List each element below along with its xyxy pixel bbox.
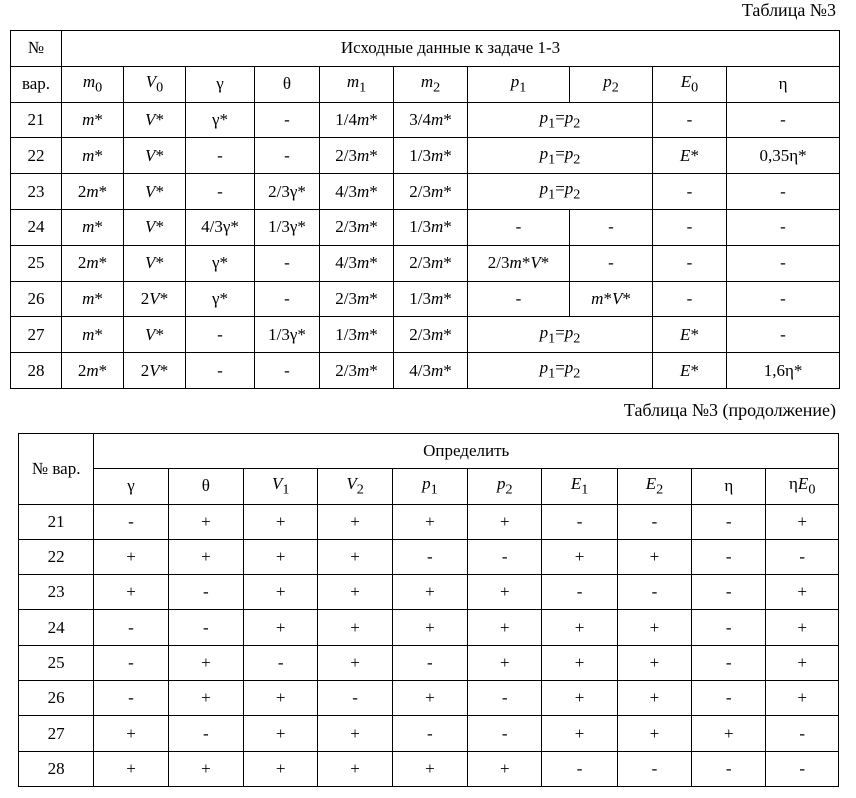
plus-mark: + (766, 645, 839, 680)
table1-col-header (468, 66, 570, 102)
minus-mark: - (692, 504, 766, 539)
plus-mark: + (318, 504, 392, 539)
plus-mark: + (468, 504, 542, 539)
cell-theta: 1/3γ* (255, 209, 320, 245)
cell-m2: 2/3m* (394, 245, 468, 281)
cell-gamma: - (186, 317, 255, 353)
table1-col-header-symbol: p (510, 72, 520, 91)
variant-number: 27 (19, 716, 94, 751)
minus-mark: - (392, 539, 467, 574)
minus-mark: - (468, 681, 542, 716)
cell-v0: 2V* (124, 281, 186, 317)
cell-eta: - (727, 174, 840, 210)
variant-number: 22 (11, 138, 62, 174)
table2-col-header (318, 469, 392, 504)
plus-mark: + (468, 751, 542, 786)
minus-mark: - (692, 645, 766, 680)
table1-col-header-subscript: 2 (611, 79, 619, 96)
cell-v0: V* (124, 209, 186, 245)
minus-mark: - (617, 575, 691, 610)
table1-col-header-symbol: m (82, 72, 96, 91)
cell-eta: - (727, 317, 840, 353)
cell-theta: - (255, 245, 320, 281)
cell-e0: - (653, 245, 727, 281)
cell-theta: - (255, 138, 320, 174)
minus-mark: - (542, 575, 617, 610)
table2-col-header (94, 469, 168, 504)
plus-mark: + (542, 645, 617, 680)
cell-e0: - (653, 281, 727, 317)
cell-m2: 3/4m* (394, 102, 468, 138)
plus-mark: + (318, 539, 392, 574)
plus-mark: + (168, 504, 243, 539)
cell-p2: - (570, 245, 653, 281)
cell-m2: 1/3m* (394, 209, 468, 245)
table1-col-header-subscript: 2 (433, 79, 441, 96)
plus-mark: + (318, 716, 392, 751)
table-row (19, 575, 839, 610)
plus-mark: + (94, 539, 168, 574)
table2-col-header-symbol: θ (201, 476, 210, 496)
cell-m1: 2/3m* (320, 209, 394, 245)
plus-mark: + (168, 645, 243, 680)
cell-m0: 2m* (62, 174, 124, 210)
table2-col-header-subscript: 1 (430, 481, 438, 498)
variant-number: 24 (11, 209, 62, 245)
plus-mark: + (542, 539, 617, 574)
plus-mark: + (392, 504, 467, 539)
table1-col-header-subscript: 1 (519, 79, 527, 96)
table-row (19, 610, 839, 645)
minus-mark: - (94, 681, 168, 716)
minus-mark: - (617, 504, 691, 539)
cell-gamma: γ* (186, 281, 255, 317)
cell-theta: 1/3γ* (255, 317, 320, 353)
table1-col-header (653, 66, 727, 102)
cell-v0: V* (124, 102, 186, 138)
table1-col-header (570, 66, 653, 102)
cell-p1-p2: $p_1=p_2$ (468, 138, 653, 174)
table-row (11, 102, 840, 138)
cell-m0: m* (62, 281, 124, 317)
table2-col-header (392, 469, 467, 504)
variant-number-header: № (11, 31, 62, 67)
table1-col-header (186, 66, 255, 102)
cell-m2: 1/3m* (394, 281, 468, 317)
variant-number: 21 (19, 504, 94, 539)
table-row (19, 751, 839, 786)
cell-p1-p2: $p_1=p_2$ (468, 102, 653, 138)
table1-col-header (255, 66, 320, 102)
cell-p1: - (468, 209, 570, 245)
table2-col-header-symbol: E (645, 474, 657, 494)
plus-mark: + (766, 681, 839, 716)
table1-col-header-symbol: m (346, 72, 360, 91)
table-row (11, 281, 840, 317)
minus-mark: - (94, 610, 168, 645)
plus-mark: + (692, 716, 766, 751)
plus-mark: + (392, 751, 467, 786)
cell-eta: - (727, 281, 840, 317)
cell-eta: - (727, 209, 840, 245)
cell-m0: m* (62, 138, 124, 174)
table-row (11, 317, 840, 353)
cell-theta: - (255, 281, 320, 317)
cell-e0: - (653, 209, 727, 245)
plus-mark: + (468, 610, 542, 645)
plus-mark: + (244, 575, 318, 610)
table-row (11, 353, 840, 389)
variant-number: 21 (11, 102, 62, 138)
variant-number: 22 (19, 539, 94, 574)
minus-mark: - (692, 575, 766, 610)
table2-col-header-symbol: V (271, 474, 283, 494)
plus-mark: + (244, 751, 318, 786)
variant-number: 23 (19, 575, 94, 610)
minus-mark: - (392, 645, 467, 680)
variant-number: 28 (19, 751, 94, 786)
table2-caption: Таблица №3 (продолжение) (623, 400, 836, 420)
table2-col-header (766, 469, 839, 504)
minus-mark: - (692, 751, 766, 786)
cell-e0: E* (653, 353, 727, 389)
table2-col-header-subscript: 2 (356, 481, 364, 498)
table-row (19, 539, 839, 574)
minus-mark: - (318, 681, 392, 716)
table2-title: Определить (94, 434, 839, 469)
table-row (11, 138, 840, 174)
plus-mark: + (617, 539, 691, 574)
minus-mark: - (392, 716, 467, 751)
table2-col-header-subscript: 1 (282, 481, 290, 498)
table2-col-header-symbol: ηE (789, 474, 809, 494)
cell-m1: 1/4m* (320, 102, 394, 138)
plus-mark: + (318, 751, 392, 786)
plus-mark: + (468, 575, 542, 610)
plus-mark: + (542, 716, 617, 751)
cell-p1-p2: $p_1=p_2$ (468, 174, 653, 210)
plus-mark: + (766, 504, 839, 539)
cell-m1: 2/3m* (320, 353, 394, 389)
table2-col-header (692, 469, 766, 504)
cell-m1: 2/3m* (320, 281, 394, 317)
determine-table (18, 433, 839, 787)
table1-caption: Таблица №3 (741, 0, 836, 20)
plus-mark: + (392, 610, 467, 645)
plus-mark: + (94, 575, 168, 610)
cell-m1: 1/3m* (320, 317, 394, 353)
plus-mark: + (617, 645, 691, 680)
minus-mark: - (766, 716, 839, 751)
variant-number: 23 (11, 174, 62, 210)
table1-col-header-subscript: 0 (691, 79, 699, 96)
plus-mark: + (392, 575, 467, 610)
cell-p1: 2/3m*V* (468, 245, 570, 281)
variant-number-header: № вар. (19, 434, 94, 505)
minus-mark: - (692, 681, 766, 716)
variant-number: 24 (19, 610, 94, 645)
cell-p1-p2: $p_1=p_2$ (468, 317, 653, 353)
table-row (19, 504, 839, 539)
variant-number: 27 (11, 317, 62, 353)
cell-gamma: γ* (186, 102, 255, 138)
plus-mark: + (168, 539, 243, 574)
plus-mark: + (168, 681, 243, 716)
variant-label: вар. (11, 66, 62, 102)
table2-col-header-symbol: p (422, 474, 431, 494)
minus-mark: - (617, 751, 691, 786)
table1-col-header-symbol: V (145, 72, 157, 91)
table-row (11, 209, 840, 245)
cell-v0: V* (124, 317, 186, 353)
table2-col-header-subscript: 2 (656, 481, 664, 498)
table2-col-header-subscript: 2 (505, 481, 513, 498)
plus-mark: + (392, 681, 467, 716)
table-row (19, 645, 839, 680)
cell-m0: 2m* (62, 353, 124, 389)
table1-col-header (62, 66, 124, 102)
plus-mark: + (168, 751, 243, 786)
plus-mark: + (244, 681, 318, 716)
variant-number: 26 (19, 681, 94, 716)
cell-m2: 2/3m* (394, 174, 468, 210)
table1-col-header-symbol: p (603, 72, 612, 91)
table1-col-header (124, 66, 186, 102)
minus-mark: - (168, 716, 243, 751)
cell-eta: - (727, 102, 840, 138)
cell-m1: 4/3m* (320, 174, 394, 210)
cell-v0: V* (124, 174, 186, 210)
variant-number: 25 (19, 645, 94, 680)
cell-e0: - (653, 174, 727, 210)
plus-mark: + (318, 575, 392, 610)
cell-p2: - (570, 209, 653, 245)
table2-col-header (468, 469, 542, 504)
table1-col-header-symbol: η (778, 74, 788, 94)
minus-mark: - (542, 504, 617, 539)
table2-col-header (617, 469, 691, 504)
minus-mark: - (94, 645, 168, 680)
minus-mark: - (168, 575, 243, 610)
table2-col-header-symbol: η (724, 476, 734, 496)
table2-col-header-symbol: p (496, 474, 506, 494)
plus-mark: + (766, 610, 839, 645)
minus-mark: - (244, 645, 318, 680)
cell-theta: - (255, 353, 320, 389)
plus-mark: + (617, 610, 691, 645)
cell-p1-p2: $p_1=p_2$ (468, 353, 653, 389)
cell-m1: 4/3m* (320, 245, 394, 281)
cell-p2: m*V* (570, 281, 653, 317)
minus-mark: - (766, 539, 839, 574)
minus-mark: - (468, 716, 542, 751)
cell-v0: V* (124, 245, 186, 281)
table2-col-header-symbol: γ (127, 476, 135, 496)
cell-m2: 2/3m* (394, 317, 468, 353)
cell-e0: E* (653, 138, 727, 174)
plus-mark: + (468, 645, 542, 680)
plus-mark: + (766, 575, 839, 610)
plus-mark: + (318, 645, 392, 680)
cell-gamma: 4/3γ* (186, 209, 255, 245)
cell-e0: E* (653, 317, 727, 353)
table-row (11, 245, 840, 281)
cell-p1: - (468, 281, 570, 317)
cell-m2: 4/3m* (394, 353, 468, 389)
minus-mark: - (542, 751, 617, 786)
plus-mark: + (244, 716, 318, 751)
cell-m1: 2/3m* (320, 138, 394, 174)
table1-col-header (394, 66, 468, 102)
minus-mark: - (94, 504, 168, 539)
cell-m2: 1/3m* (394, 138, 468, 174)
cell-theta: - (255, 102, 320, 138)
table1-col-header (727, 66, 840, 102)
variant-number: 25 (11, 245, 62, 281)
cell-eta: 1,6η* (727, 353, 840, 389)
table2-col-header-subscript: 1 (581, 481, 589, 498)
plus-mark: + (94, 716, 168, 751)
cell-v0: 2V* (124, 353, 186, 389)
minus-mark: - (692, 610, 766, 645)
plus-mark: + (94, 751, 168, 786)
table1-col-header-symbol: γ (216, 74, 224, 94)
table2-col-header (168, 469, 243, 504)
plus-mark: + (244, 504, 318, 539)
cell-gamma: - (186, 138, 255, 174)
table1-col-header-subscript: 1 (359, 79, 367, 96)
plus-mark: + (542, 681, 617, 716)
cell-m0: m* (62, 317, 124, 353)
plus-mark: + (542, 610, 617, 645)
table-row (19, 681, 839, 716)
cell-m0: m* (62, 209, 124, 245)
cell-v0: V* (124, 138, 186, 174)
table1-col-header-symbol: θ (282, 74, 292, 94)
table1-col-header (320, 66, 394, 102)
cell-gamma: - (186, 174, 255, 210)
plus-mark: + (617, 681, 691, 716)
variant-number: 26 (11, 281, 62, 317)
table1-col-header-symbol: m (420, 72, 434, 91)
table2-col-header-subscript: 0 (808, 481, 816, 498)
variant-number: 28 (11, 353, 62, 389)
minus-mark: - (468, 539, 542, 574)
cell-eta: - (727, 245, 840, 281)
table-row (19, 716, 839, 751)
table2-col-header-symbol: V (346, 474, 357, 494)
cell-e0: - (653, 102, 727, 138)
table2-col-header-symbol: E (570, 474, 582, 494)
plus-mark: + (244, 539, 318, 574)
table2-col-header (244, 469, 318, 504)
cell-theta: 2/3γ* (255, 174, 320, 210)
source-data-table (10, 30, 840, 389)
cell-gamma: - (186, 353, 255, 389)
table1-col-header-subscript: 0 (156, 79, 164, 96)
plus-mark: + (244, 610, 318, 645)
cell-eta: 0,35η* (727, 138, 840, 174)
table1-title: Исходные данные к задаче 1-3 (62, 31, 840, 67)
table-row (11, 174, 840, 210)
minus-mark: - (766, 751, 839, 786)
minus-mark: - (692, 539, 766, 574)
cell-m0: 2m* (62, 245, 124, 281)
cell-gamma: γ* (186, 245, 255, 281)
plus-mark: + (318, 610, 392, 645)
table1-col-header-subscript: 0 (95, 79, 103, 96)
minus-mark: - (168, 610, 243, 645)
plus-mark: + (617, 716, 691, 751)
table1-col-header-symbol: E (680, 72, 692, 91)
cell-m0: m* (62, 102, 124, 138)
table2-col-header (542, 469, 617, 504)
